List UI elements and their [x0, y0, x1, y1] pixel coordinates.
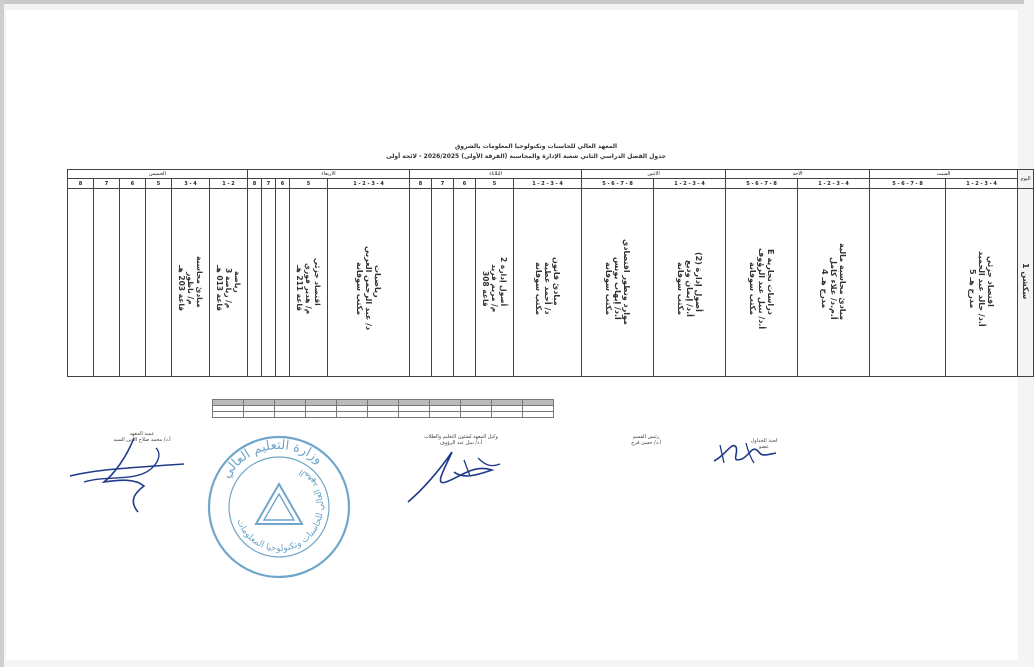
room: مكتب سوفانة	[355, 261, 365, 316]
period-header: 4 - 3 - 2 - 1	[514, 179, 582, 189]
course-name: مبادئ محاسبة مالية	[838, 242, 848, 320]
section-label: سكشن 1	[1021, 263, 1031, 300]
period-header: 5	[146, 179, 172, 189]
day-header: السبت	[870, 170, 1018, 179]
room: قاعة 211 هـ	[295, 265, 305, 312]
svg-text:المعهد العالي للحاسبات وتكنولو	[234, 467, 326, 555]
instructor: م/ رياضة 3	[224, 268, 234, 309]
period-header: 8	[410, 179, 432, 189]
class-cell	[210, 189, 248, 377]
empty-cell	[410, 189, 432, 377]
period-header: 8	[68, 179, 94, 189]
class-cell	[726, 189, 798, 377]
course-name: موارد وتطور اقتصادي	[622, 238, 632, 325]
instructor: أ.د/ إيهاب يونس	[613, 257, 623, 320]
class-cell	[514, 189, 582, 377]
instructor: م/ مريم فريد	[490, 264, 500, 313]
section-label-cell	[1018, 189, 1034, 377]
day-header: الاحد	[726, 170, 870, 179]
period-header: 5	[476, 179, 514, 189]
corner-cell: اليوم	[1018, 170, 1034, 189]
instructor: د/ أحمد عطية	[543, 262, 553, 315]
course-name: رياضة	[233, 270, 243, 293]
room: مكتب سوفانة	[748, 261, 758, 316]
instructor: م/ هدير فوزي	[304, 262, 314, 315]
vice-dean-signature	[404, 440, 514, 510]
day-header: الثلاثاء	[410, 170, 582, 179]
room: مكتب سوفانة	[534, 261, 544, 316]
schedule-title: جدول الفصل الدراسي الثاني شعبة الإدارة والمحاسبة (الفرقة الأولى) 2026/2025 - لائحة أولى	[386, 153, 666, 160]
course-name: مبادئ محاسبة	[195, 255, 205, 308]
course-name: اقتصاد جزئي	[986, 256, 996, 307]
class-cell	[798, 189, 870, 377]
dean-signature	[64, 430, 194, 520]
coordinator-signature	[706, 433, 786, 473]
empty-cell	[120, 189, 146, 377]
class-cell	[582, 189, 654, 377]
instructor: أ.د/ خالد عبد الحميد	[977, 250, 987, 327]
course-name: اقتصاد جزئي	[313, 257, 323, 306]
instructor: أ.د/ إيمان وديع	[685, 260, 695, 317]
official-stamp	[204, 432, 354, 582]
instructor: د/ عبد الرحمن العربي	[364, 246, 374, 331]
institute-name: المعهد العالي للحاسبات وتكنولوجيا المعلومات بالشروق	[454, 143, 618, 150]
period-header: 7	[432, 179, 454, 189]
period-header: 8 - 7 - 6 - 5	[870, 179, 946, 189]
empty-cell	[146, 189, 172, 377]
day-header: الاثنين	[582, 170, 726, 179]
instructor: أ.د/ نبيل عبد الرؤوف	[757, 247, 767, 330]
dean-label: عميد المعهد أ.د/ محمد صلاح الدين السيد	[113, 431, 171, 443]
empty-cell	[870, 189, 946, 377]
document-page	[6, 10, 1031, 660]
period-header: 4 - 3 - 2 - 1	[946, 179, 1018, 189]
class-cell	[172, 189, 210, 377]
dept-head-label: رئيس القسم أ.د/ حسن فرج	[631, 434, 661, 446]
room: مدرج هـ 5	[968, 268, 978, 309]
room: قاعة 203 هـ	[177, 265, 187, 312]
empty-cell	[68, 189, 94, 377]
period-header: 4 - 3 - 2 - 1	[654, 179, 726, 189]
empty-cell	[94, 189, 120, 377]
course-name: أصول إدارة (2)	[694, 251, 704, 312]
period-header: 6	[276, 179, 290, 189]
class-cell	[654, 189, 726, 377]
room: قاعة 013 هـ	[215, 265, 225, 312]
period-header: 4 - 3	[172, 179, 210, 189]
class-cell	[328, 189, 410, 377]
course-name: مبادئ قانون	[552, 257, 562, 306]
day-header: الاربعاء	[248, 170, 410, 179]
period-header: 8 - 7 - 6 - 5	[726, 179, 798, 189]
course-name: رياضيات	[373, 265, 383, 298]
period-header: 6	[454, 179, 476, 189]
room: مدرج هـ 4	[820, 268, 830, 309]
coordinator-label: لجنة الجداول عضو	[750, 438, 778, 450]
instructor: م/ ناظور	[186, 272, 196, 305]
stamp-inner-text: المعهد العالي للحاسبات وتكنولوجيا المعلومات	[234, 466, 327, 555]
empty-cell	[454, 189, 476, 377]
photo-frame-left	[0, 0, 4, 667]
empty-cell	[432, 189, 454, 377]
day-header: الخميس	[68, 170, 248, 179]
room: مكتب سوفانة	[604, 261, 614, 316]
stamp-outer-text: وزارة التعليم العالي	[218, 437, 326, 482]
summary-mini-table	[212, 399, 554, 418]
period-header: 6	[120, 179, 146, 189]
period-header: 4 - 3 - 2 - 1	[798, 179, 870, 189]
empty-cell	[276, 189, 290, 377]
vice-dean-label: وكيل المعهد لشئون التعليم والطلاب أ.د/ نبيل عبد الرؤوف	[424, 434, 498, 446]
period-header: 5	[290, 179, 328, 189]
class-cell	[476, 189, 514, 377]
class-cell	[946, 189, 1018, 377]
empty-cell	[262, 189, 276, 377]
room: قاعة 308	[481, 270, 491, 307]
course-name: أصول إدارة 2	[499, 256, 509, 307]
empty-cell	[248, 189, 262, 377]
room: مكتب سوفانة	[676, 261, 686, 316]
period-header: 2 - 1	[210, 179, 248, 189]
period-header: 8	[248, 179, 262, 189]
course-name: دراسات تجارية E	[766, 248, 776, 315]
period-header: 8 - 7 - 6 - 5	[582, 179, 654, 189]
instructor: أ.م.د/ علاء كامل	[829, 257, 839, 320]
period-header: 4 - 3 - 2 - 1	[328, 179, 410, 189]
photo-frame-top	[0, 0, 1024, 4]
class-cell	[290, 189, 328, 377]
period-header: 7	[94, 179, 120, 189]
schedule-table	[67, 169, 1034, 377]
period-header: 7	[262, 179, 276, 189]
